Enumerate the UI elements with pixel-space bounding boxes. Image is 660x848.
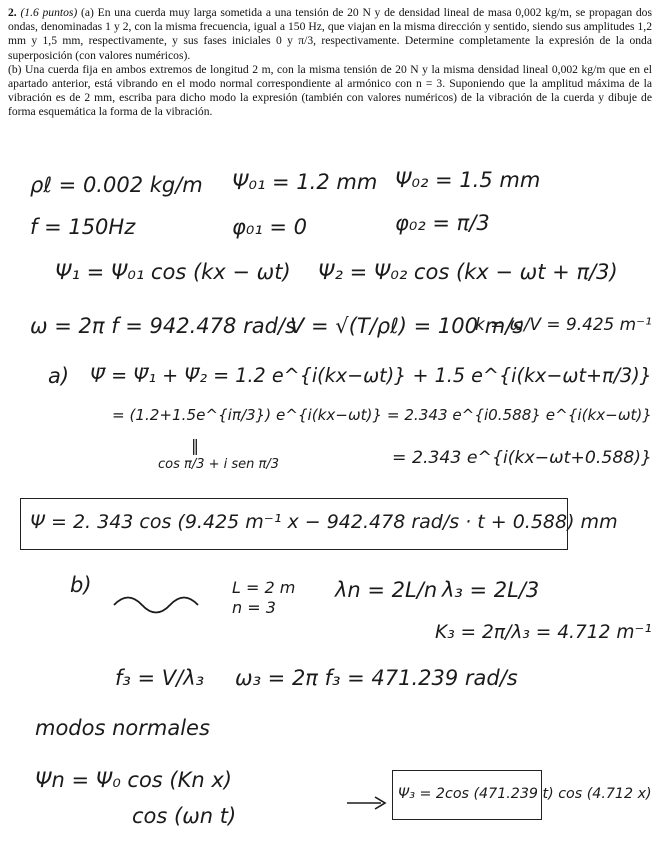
- problem-statement: [8, 6, 652, 120]
- wave-velocity: V = √(T/ρℓ) = 100 m/s: [290, 314, 524, 338]
- problem-part-a: [8, 6, 652, 63]
- wave-number-3: K₃ = 2π/λ₃ = 4.712 m⁻¹: [435, 622, 652, 643]
- phase-2-data: φ₀₂ = π/3: [395, 211, 490, 235]
- superposition-line-2: = (1.2+1.5e^{iπ/3}) e^{i(kx−ωt)} = 2.343 e^{i0.588} e^{i(kx−ωt)}: [112, 406, 652, 424]
- wavelength-n: λn = 2L/n: [335, 578, 438, 602]
- normal-mode-general-1: Ψn = Ψ₀ cos (Kn x): [35, 768, 232, 792]
- result-b-expression: Ψ₃ = 2cos (471.239 t) cos (4.712 x): [398, 786, 652, 802]
- problem-number: 2.: [8, 6, 17, 19]
- amplitude-1-data: Ψ₀₁ = 1.2 mm: [232, 170, 378, 194]
- superposition-line-1: Ψ̄ = Ψ̄₁ + Ψ̄₂ = 1.2 e^{i(kx−ωt)} + 1.5 e^{i(kx−ωt+π/3)}: [90, 364, 652, 387]
- angular-frequency-3: ω₃ = 2π f₃ = 471.239 rad/s: [235, 666, 518, 690]
- length-data: L = 2 m: [232, 578, 296, 597]
- normal-modes-label: modos normales: [35, 716, 210, 740]
- superposition-line-3: = 2.343 e^{i(kx−ωt+0.588)}: [392, 448, 653, 468]
- part-a-label: a): [48, 364, 70, 388]
- wave-curve: [114, 598, 198, 613]
- harmonic-data: n = 3: [232, 598, 276, 617]
- equality-marks: ‖: [191, 436, 199, 455]
- wave-number: k = ω/V = 9.425 m⁻¹: [475, 314, 652, 334]
- arrow-icon: [345, 793, 389, 813]
- wavelength-3: λ₃ = 2L/3: [442, 578, 540, 602]
- part-b-label: b): [70, 573, 92, 597]
- standing-wave-sketch: [112, 588, 202, 622]
- phase-1-data: φ₀₁ = 0: [232, 215, 307, 239]
- part-b-text: (b) Una cuerda fija en ambos extremos de longitud 2 m, con la misma tensión de 20 N y la misma densidad lineal 0,002 kg/m que en el apartado anterior, está vibrando en el modo normal correspondiente al armónico con n = 3. Suponiendo que la amplitud máxima de la vibración es de 2 mm, escriba para dicho modo la expresión (también con valores numéricos) de la vibración de la cuerda y dibuje de forma esquemática la forma de la vibración.: [8, 62, 652, 119]
- amplitude-2-data: Ψ₀₂ = 1.5 mm: [395, 168, 541, 192]
- euler-expansion: cos π/3 + i sen π/3: [158, 457, 280, 472]
- part-a-text: (a) En una cuerda muy larga sometida a una tensión de 20 N y de densidad lineal de masa 0,002 kg/m, se propagan dos ondas, denominadas 1 y 2, con la misma frecuencia, igual a 150 Hz, que viajan en la misma dirección y sentido, siendo sus amplitudes 1,2 mm y 1,5 mm, respectivamente, y sus fases iniciales 0 y π/3, respectivamente. Determine completamente la expresión de la onda superposición (con valores numéricos).: [8, 6, 652, 62]
- frequency-3: f₃ = V/λ₃: [115, 666, 205, 690]
- result-a-expression: Ψ = 2. 343 cos (9.425 m⁻¹ x − 942.478 rad/s · t + 0.588) mm: [30, 511, 618, 533]
- frequency-data: f = 150Hz: [30, 215, 136, 239]
- density-data: ρℓ = 0.002 kg/m: [30, 173, 203, 197]
- problem-points: (1.6 puntos): [20, 6, 78, 19]
- wave-1-equation: Ψ₁ = Ψ₀₁ cos (kx − ωt): [55, 260, 291, 284]
- angular-frequency: ω = 2π f = 942.478 rad/s: [30, 314, 296, 338]
- normal-mode-general-2: cos (ωn t): [132, 804, 237, 828]
- wave-2-equation: Ψ₂ = Ψ₀₂ cos (kx − ωt + π/3): [318, 260, 618, 284]
